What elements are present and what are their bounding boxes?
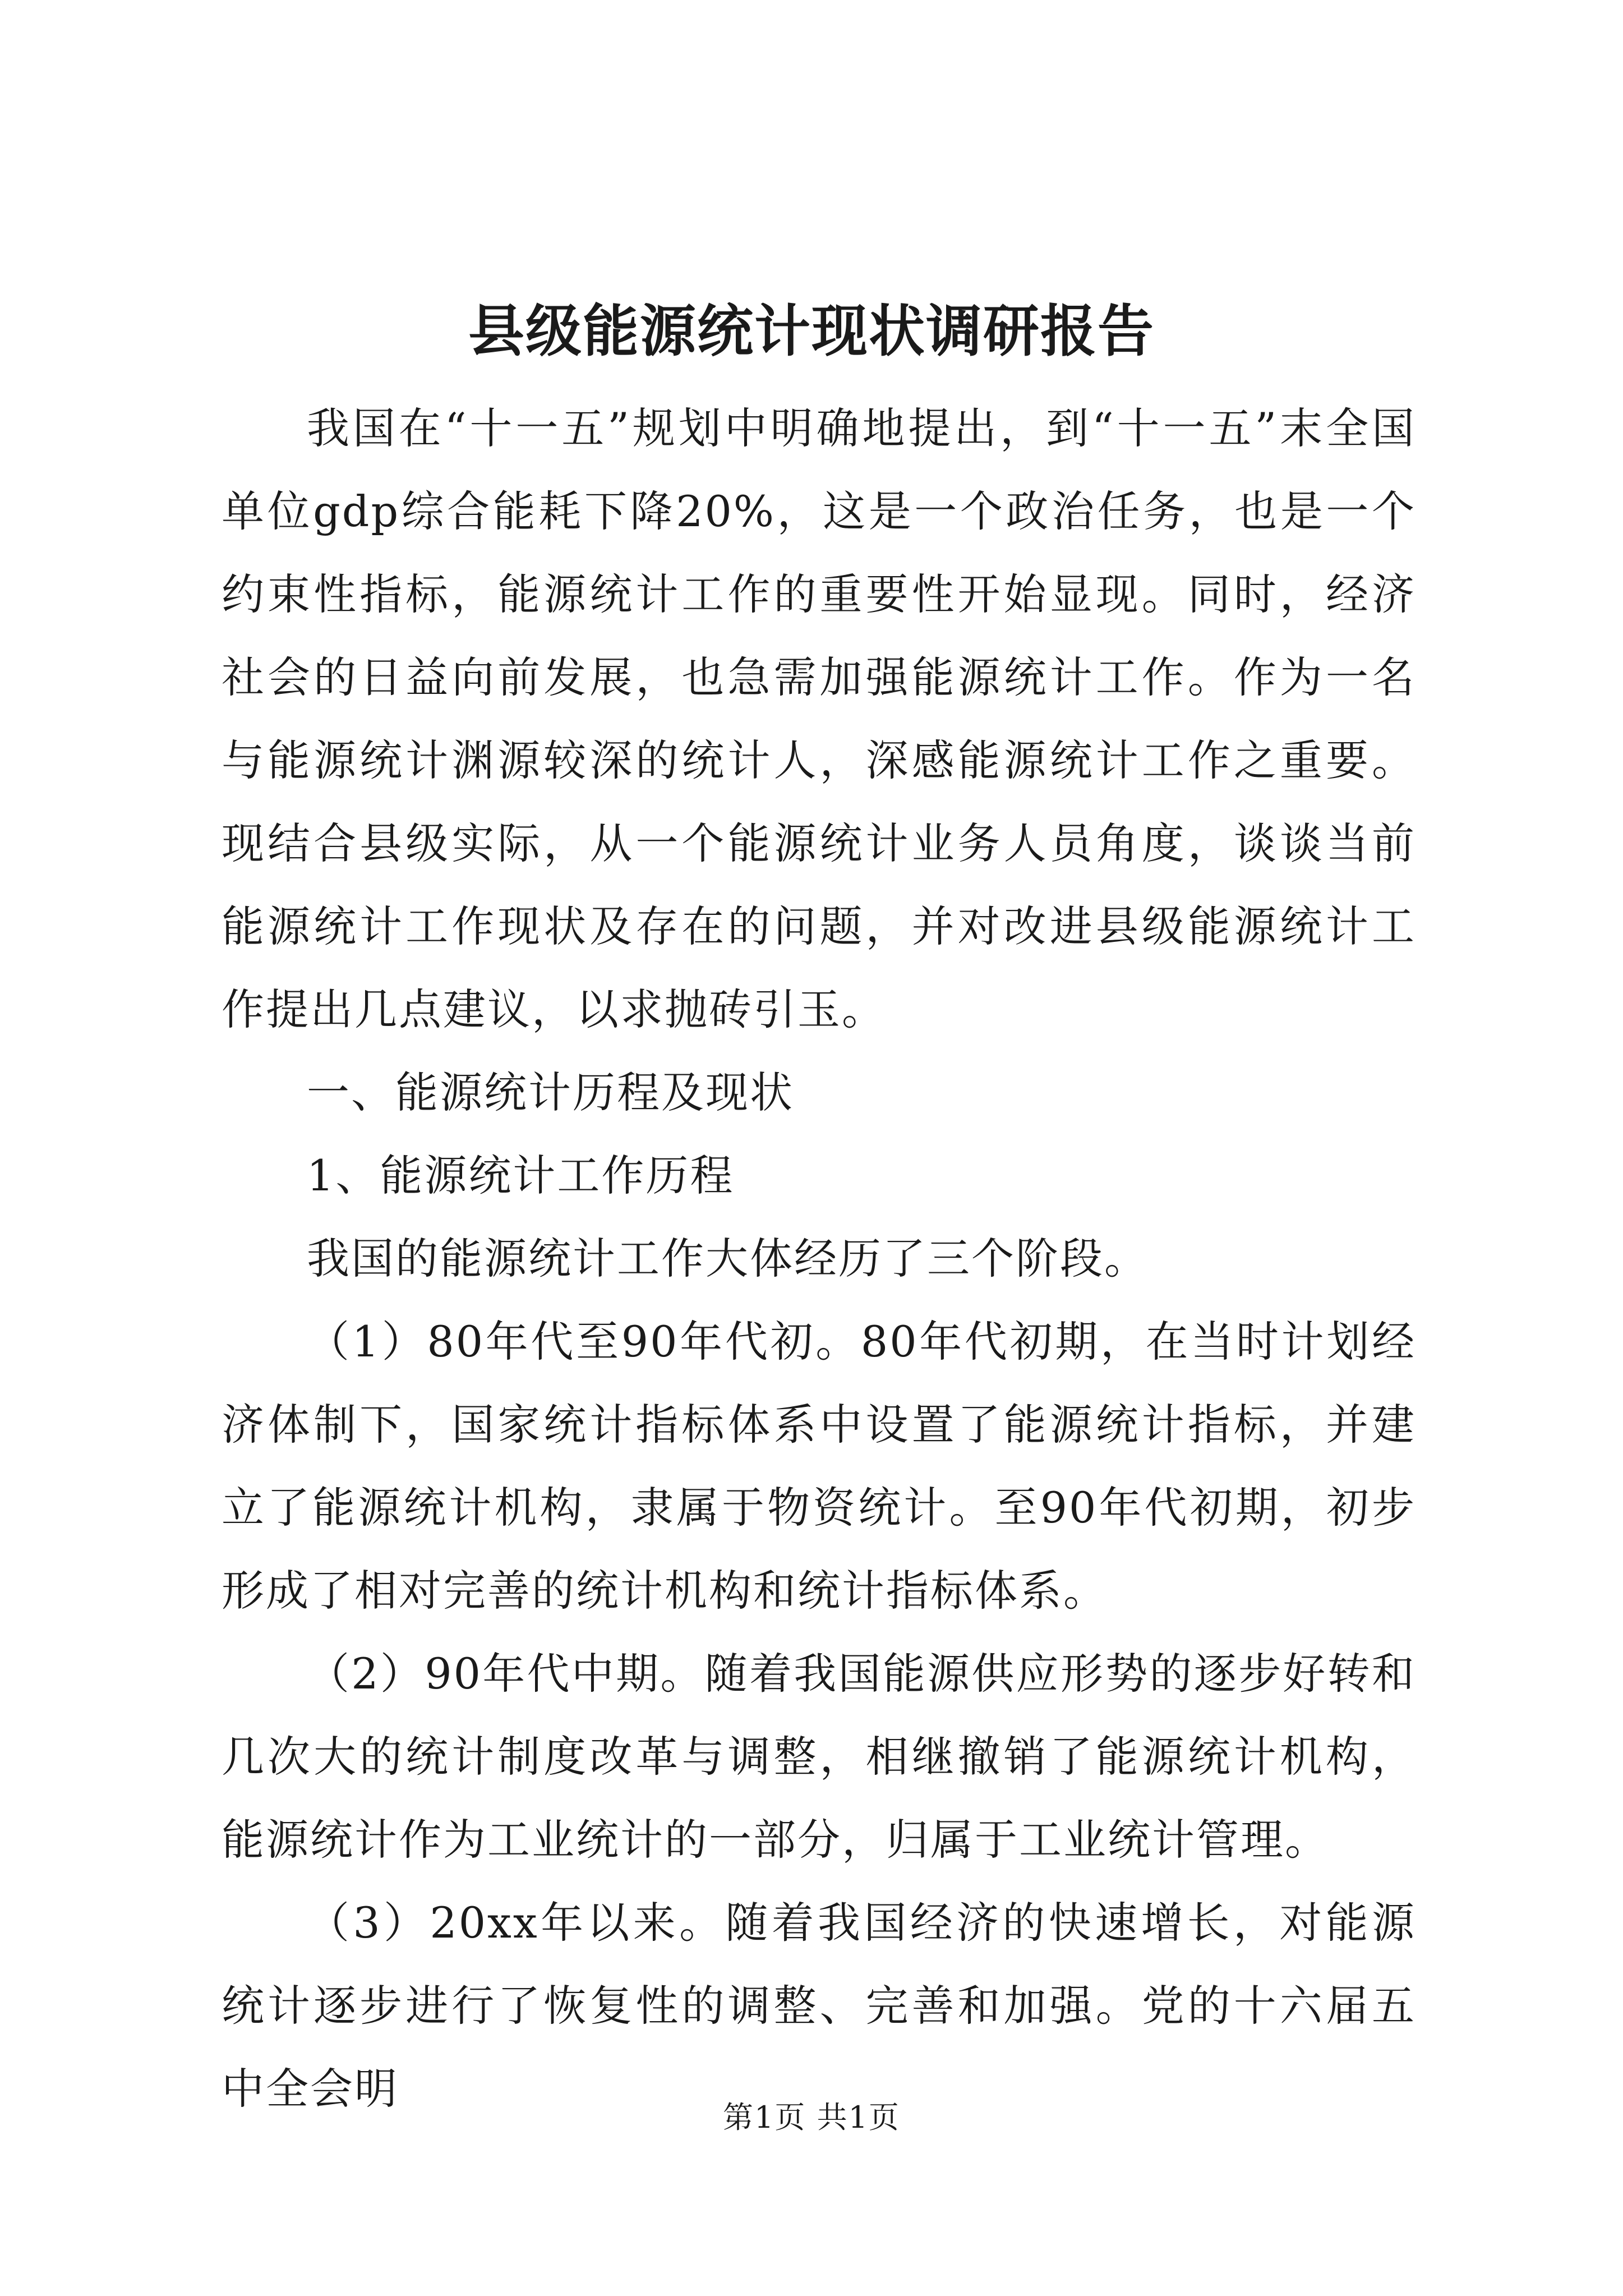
document-body (222, 387, 1416, 2131)
paragraph-stage-2: （2）90年代中期。随着我国能源供应形势的逐步好转和几次大的统计制度改革与调整，相继撤销了能源统计机构，能源统计作为工业统计的一部分，归属于工业统计管理。 (222, 1649, 1416, 1865)
paragraph-intro: 我国在“十一五”规划中明确地提出，到“十一五”末全国单位gdp综合能耗下降20%，这是一个政治任务，也是一个约束性指标，能源统计工作的重要性开始显现。同时，经济社会的日益向前发展，也急需加强能源统计工作。作为一名与能源统计渊源较深的统计人，深感能源统计工作之重要。现结合县级实际，从一个能源统计业务人员角度，谈谈当前能源统计工作现状及存在的问题，并对改进县级能源统计工作提出几点建议，以求抛砖引玉。 (222, 403, 1416, 1034)
paragraph-stage-3: （3）20xx年以来。随着我国经济的快速增长，对能源统计逐步进行了恢复性的调整、完善和加强。党的十六届五中全会明 (222, 1898, 1416, 2114)
paragraph-stage-1: （1）80年代至90年代初。80年代初期，在当时计划经济体制下，国家统计指标体系中设置了能源统计指标，并建立了能源统计机构，隶属于物资统计。至90年代初期，初步形成了相对完善的统计机构和统计指标体系。 (222, 1317, 1416, 1616)
paragraph-stages: 我国的能源统计工作大体经历了三个阶段。 (307, 1234, 1149, 1283)
page-footer: 第1页 共1页 (723, 2100, 900, 2135)
subsection-heading-1: 1、能源统计工作历程 (307, 1151, 735, 1200)
document-title: 县级能源统计现状调研报告 (468, 298, 1155, 364)
section-heading-1: 一、能源统计历程及现状 (307, 1068, 794, 1117)
